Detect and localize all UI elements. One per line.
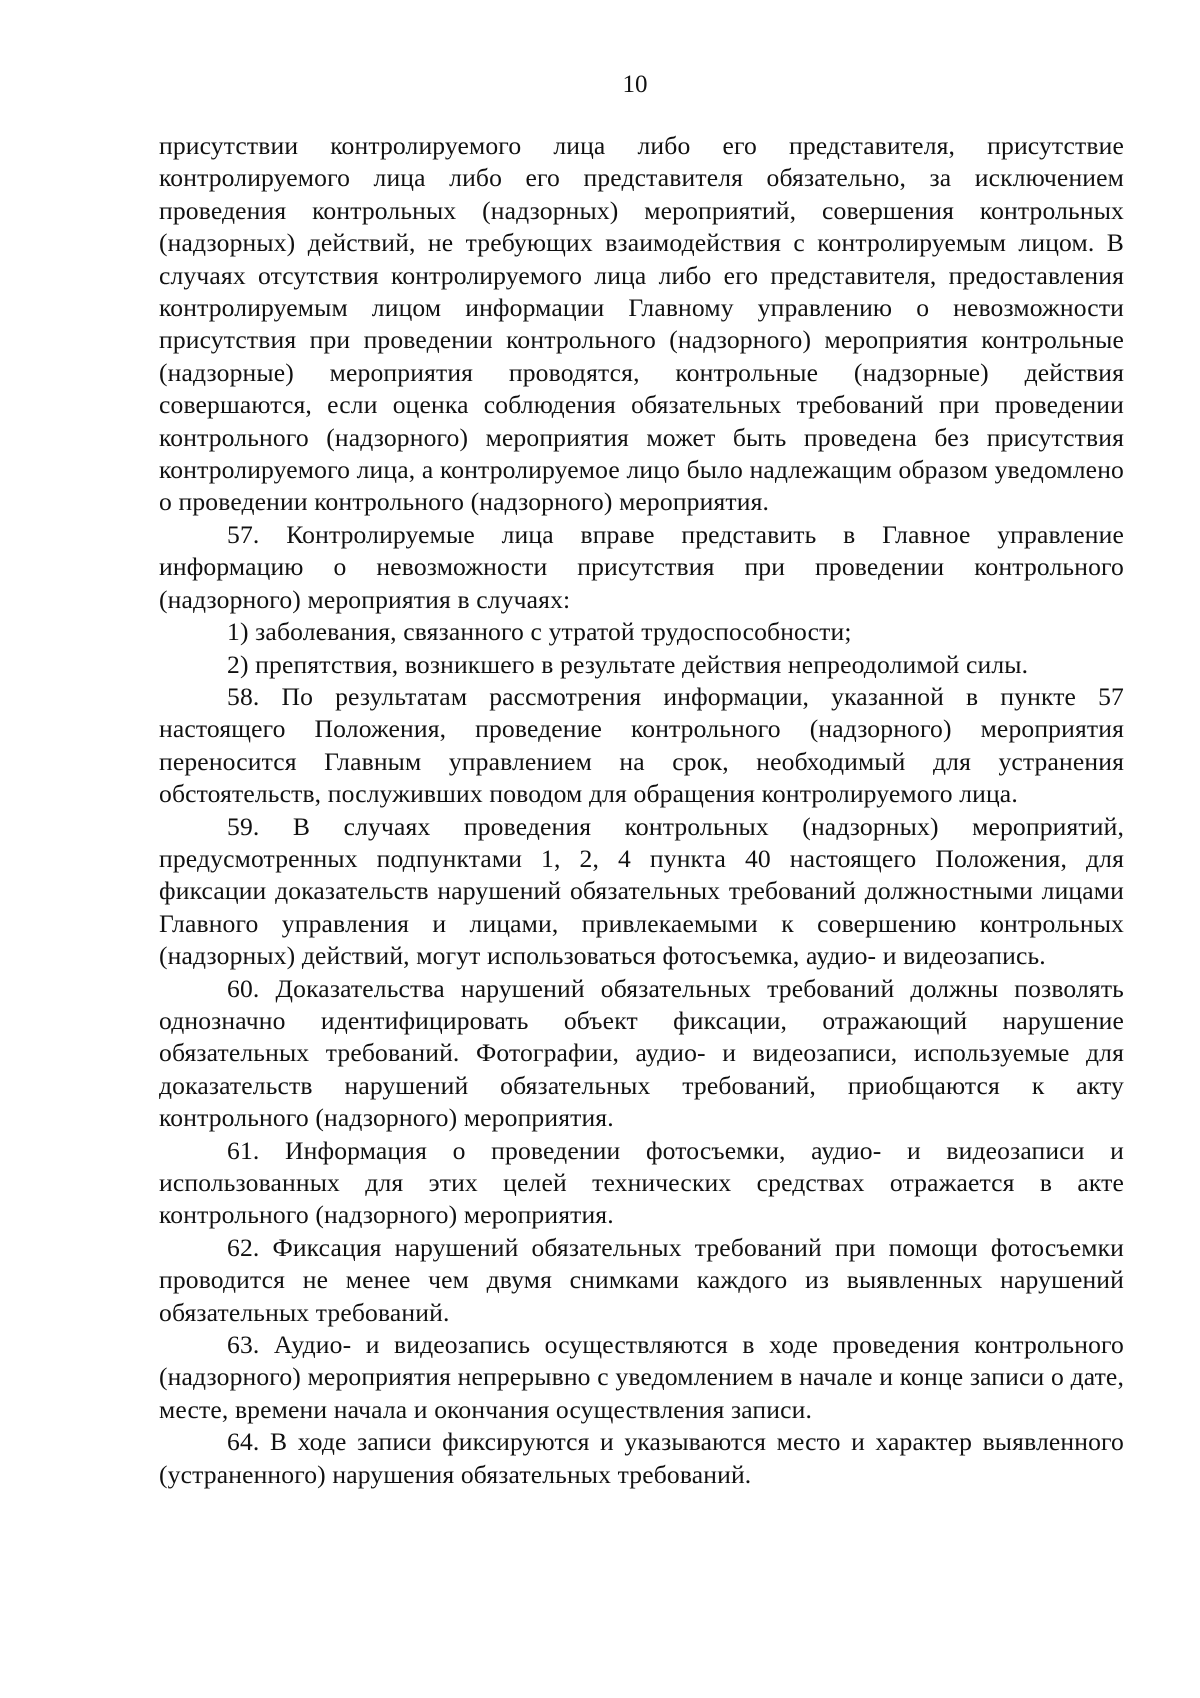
list-item-57-2: 2) препятствия, возникшего в результате действия непреодолимой силы. xyxy=(227,649,1029,679)
paragraph-continuation: присутствии контролируемого лица либо его представителя, присутствие контролируемого лица либо его представителя обязательно, за исключением проведения контрольных (надзорных) мероприятий, совершения контрольных (надзорных) действий, не требующих взаимодействия с контролируемым лицом. В случаях отсутствия контролируемого лица либо его представителя, предоставления контролируемым лицом информации Главному управлению о невозможности присутствия при проведении контрольного (надзорного) мероприятия контрольные (надзорные) мероприятия проводятся, контрольные (надзорные) действия совершаются, если оценка соблюдения обязательных требований при проведении контрольного (надзорного) мероприятия может быть проведена без присутствия контролируемого лица, а контролируемое лицо было надлежащим образом уведомлено о проведении контрольного (надзорного) мероприятия. xyxy=(159,131,1124,517)
page-number: 10 xyxy=(622,71,648,98)
paragraph-60: 60. Доказательства нарушений обязательных требований должны позволять однозначно идентифицировать объект фиксации, отражающий нарушение обязательных требований. Фотографии, аудио- и видеозаписи, используемые для доказательств нарушений обязательных требований, приобщаются к акту контрольного (надзорного) мероприятия. xyxy=(159,973,1124,1133)
paragraph-62: 62. Фиксация нарушений обязательных требований при помощи фотосъемки проводится не менее чем двумя снимками каждого из выявленных нарушений обязательных требований. xyxy=(159,1232,1124,1327)
paragraph-57: 57. Контролируемые лица вправе представить в Главное управление информацию о невозможности присутствия при проведении контрольного (надзорного) мероприятия в случаях: xyxy=(159,519,1124,614)
paragraph-59: 59. В случаях проведения контрольных (надзорных) мероприятий, предусмотренных подпунктами 1, 2, 4 пункта 40 настоящего Положения, для фиксации доказательств нарушений обязательных требований должностными лицами Главного управления и лицами, привлекаемыми к совершению контрольных (надзорных) действий, могут использоваться фотосъемка, аудио- и видеозапись. xyxy=(159,811,1124,971)
document-body xyxy=(159,130,1124,1491)
paragraph-63: 63. Аудио- и видеозапись осуществляются в ходе проведения контрольного (надзорного) мероприятия непрерывно с уведомлением в начале и конце записи о дате, месте, времени начала и окончания осуществления записи. xyxy=(159,1330,1124,1424)
paragraph-61: 61. Информация о проведении фотосъемки, аудио- и видеозаписи и использованных для этих целей технических средствах отражается в акте контрольного (надзорного) мероприятия. xyxy=(159,1135,1124,1230)
paragraph-58: 58. По результатам рассмотрения информации, указанной в пункте 57 настоящего Положения, проведение контрольного (надзорного) мероприятия переносится Главным управлением на срок, необходимый для устранения обстоятельств, послуживших поводом для обращения контролируемого лица. xyxy=(159,681,1124,809)
list-item-57-1: 1) заболевания, связанного с утратой трудоспособности; xyxy=(227,617,852,647)
paragraph-64: 64. В ходе записи фиксируются и указываются место и характер выявленного (устраненного) нарушения обязательных требований. xyxy=(159,1427,1124,1489)
